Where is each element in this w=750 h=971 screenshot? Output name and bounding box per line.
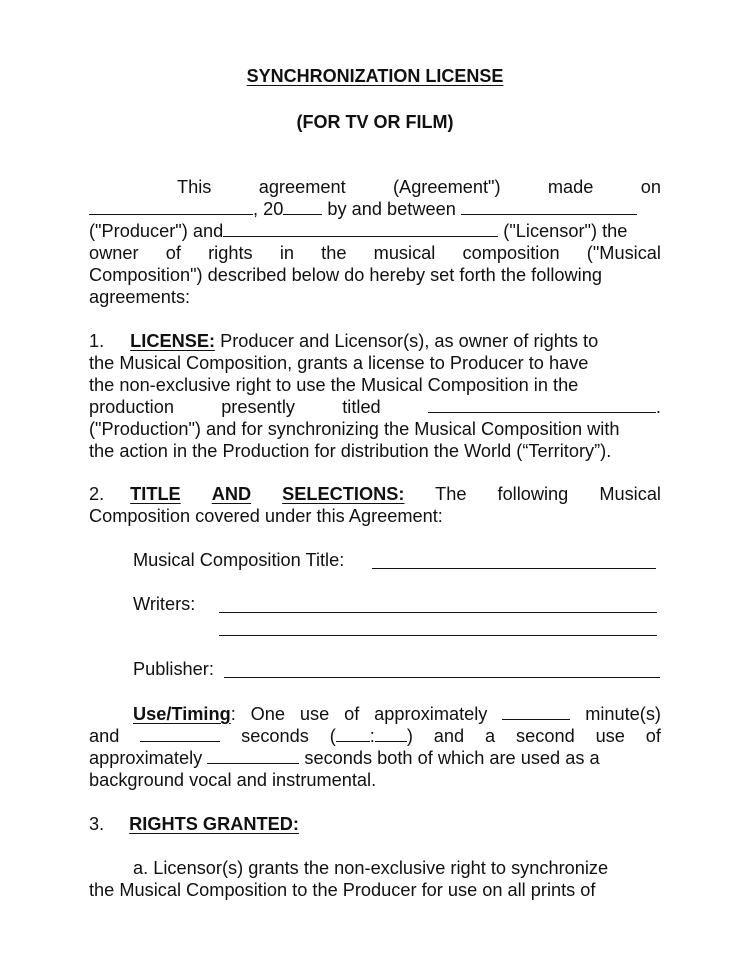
selections-line-1: 2. TITLE AND SELECTIONS: The following Musical [89,484,661,504]
writers-field: Writers: [133,594,196,614]
minutes-blank[interactable] [502,703,570,720]
intro-line-4: owner of rights in the musical composition ("Musical [89,243,661,263]
use-line-2: and seconds ( : ) and a second use of [89,726,661,746]
section-number: 2. [89,484,105,504]
publisher-field: Publisher: [133,659,214,679]
licensor-name-blank[interactable] [223,220,498,237]
intro-line-2: , 20 by and between [89,198,661,220]
intro-line-5: Composition") described below do hereby set forth the following [89,265,602,285]
seconds-blank[interactable] [140,725,220,742]
intro-paragraph [89,176,661,308]
production-title-blank[interactable] [428,396,656,413]
section-number: 3. [89,814,105,834]
rights-a-line-2: the Musical Composition to the Producer for use on all prints of [89,880,596,900]
use-timing-paragraph [89,703,661,791]
license-line-5: ("Production") and for synchronizing the Musical Composition with [89,419,620,439]
section-number: 1. [89,331,105,351]
intro-line-1: This agreement (Agreement") made on [177,177,661,197]
section-rights-granted [89,813,661,835]
year-blank[interactable] [283,198,322,215]
document-title: SYNCHRONIZATION LICENSE [246,66,504,86]
intro-line-6: agreements: [89,287,191,307]
license-line-1: 1. LICENSE: Producer and Licensor(s), as owner of rights to [89,331,599,351]
use-line-4: background vocal and instrumental. [89,770,377,790]
section-title-selections [89,483,661,527]
producer-name-blank[interactable] [461,198,637,215]
rights-a-line-1: a. Licensor(s) grants the non-exclusive right to synchronize [133,858,609,878]
date-blank[interactable] [89,198,253,215]
license-line-2: the Musical Composition, grants a license to Producer to have [89,353,589,373]
license-line-3: the non-exclusive right to use the Musical Composition in the [89,375,579,395]
license-line-6: the action in the Production for distribution the World (“Territory”). [89,441,612,461]
rights-heading-line [89,813,661,835]
writers-blank-1[interactable] [219,596,657,613]
section-heading: RIGHTS GRANTED: [129,814,299,834]
document-subtitle: (FOR TV OR FILM) [296,112,454,132]
use-line-3: approximately seconds both of which are used as a [89,748,600,768]
selections-line-2: Composition covered under this Agreement: [89,506,443,526]
license-line-4: production presently titled . [89,397,661,417]
timing-sec-blank[interactable] [375,725,407,742]
intro-line-3: ("Producer") and ("Licensor") the [89,221,628,241]
section-license [89,330,661,462]
composition-title-field: Musical Composition Title: [133,550,345,570]
section-heading: LICENSE: [130,331,216,351]
timing-min-blank[interactable] [336,725,370,742]
publisher-blank[interactable] [224,661,660,678]
composition-title-blank[interactable] [372,552,656,569]
writers-blank-2[interactable] [219,619,657,636]
second-use-seconds-blank[interactable] [207,747,299,764]
rights-paragraph-a [89,857,661,901]
use-line-1: Use/Timing: One use of approximately minute(s) [133,704,661,724]
